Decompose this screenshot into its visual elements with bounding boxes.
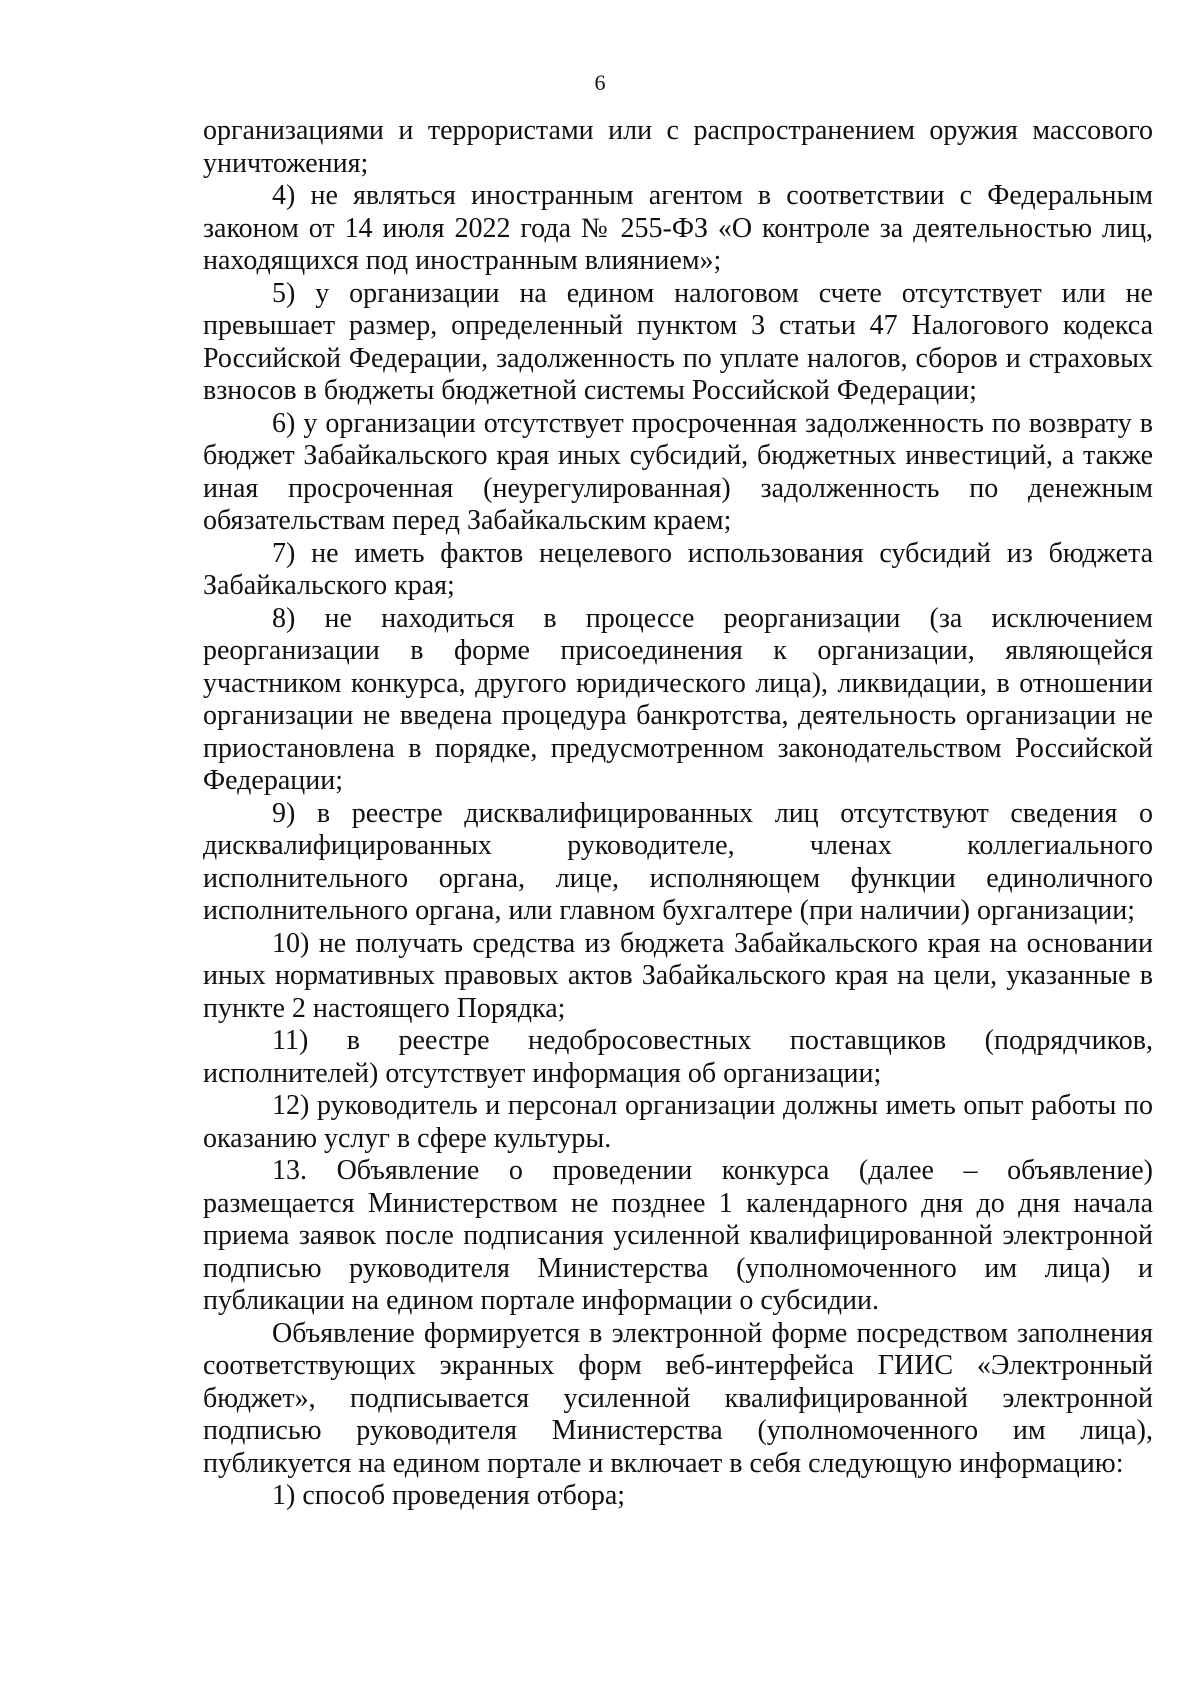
paragraph-item-8: 8) не находиться в процессе реорганизации (за исключением реорганизации в форме присоединения к организации, являющейся участником конкурса, другого юридического лица), ликвидации, в отношении организации не введена процедура банкротства, деятельность организации не приостановлена в порядке, предусмотренном законодательством Российской Федерации; <box>203 602 1153 796</box>
page-number: 6 <box>594 70 606 95</box>
paragraph-continuation: организациями и террористами или с распространением оружия массового уничтожения; <box>203 115 1153 179</box>
paragraph-list-item-1: 1) способ проведения отбора; <box>272 1480 626 1511</box>
paragraph-announcement: Объявление формируется в электронной форме посредством заполнения соответствующих экранных форм веб-интерфейса ГИИС «Электронный бюджет», подписывается усиленной квалифицированной электронной подписью руководителя Министерства (уполномоченного им лица), публикуется на едином портале и включает в себя следующую информацию: <box>203 1317 1153 1479</box>
paragraph-item-11: 11) в реестре недобросовестных поставщиков (подрядчиков, исполнителей) отсутствует информация об организации; <box>203 1025 1153 1089</box>
paragraph-section-13: 13. Объявление о проведении конкурса (далее – объявление) размещается Министерством не позднее 1 календарного дня до дня начала приема заявок после подписания усиленной квалифицированной электронной подписью руководителя Министерства (уполномоченного им лица) и публикации на едином портале информации о субсидии. <box>203 1155 1153 1316</box>
paragraph-item-9: 9) в реестре дисквалифицированных лиц отсутствуют сведения о дисквалифицированных руководителе, членах коллегиального исполнительного органа, лице, исполняющем функции единоличного исполнительного органа, или главном бухгалтере (при наличии) организации; <box>203 797 1153 926</box>
paragraph-item-5: 5) у организации на едином налоговом счете отсутствует или не превышает размер, определенный пунктом 3 статьи 47 Налогового кодекса Российской Федерации, задолженность по уплате налогов, сборов и страховых взносов в бюджеты бюджетной системы Российской Федерации; <box>203 277 1153 406</box>
paragraph-item-6: 6) у организации отсутствует просроченная задолженность по возврату в бюджет Забайкальского края иных субсидий, бюджетных инвестиций, а также иная просроченная (неурегулированная) задолженность по денежным обязательствам перед Забайкальским краем; <box>203 407 1153 536</box>
paragraph-item-4: 4) не являться иностранным агентом в соответствии с Федеральным законом от 14 июля 2022 года № 255-ФЗ «О контроле за деятельностью лиц, находящихся под иностранным влиянием»; <box>203 180 1153 276</box>
paragraph-item-10: 10) не получать средства из бюджета Забайкальского края на основании иных нормативных правовых актов Забайкальского края на цели, указанные в пункте 2 настоящего Порядка; <box>203 927 1153 1024</box>
paragraph-item-7: 7) не иметь фактов нецелевого использования субсидий из бюджета Забайкальского края; <box>203 537 1153 601</box>
document-body <box>203 115 1153 1513</box>
paragraph-item-12: 12) руководитель и персонал организации должны иметь опыт работы по оказанию услуг в сфере культуры. <box>203 1090 1153 1154</box>
